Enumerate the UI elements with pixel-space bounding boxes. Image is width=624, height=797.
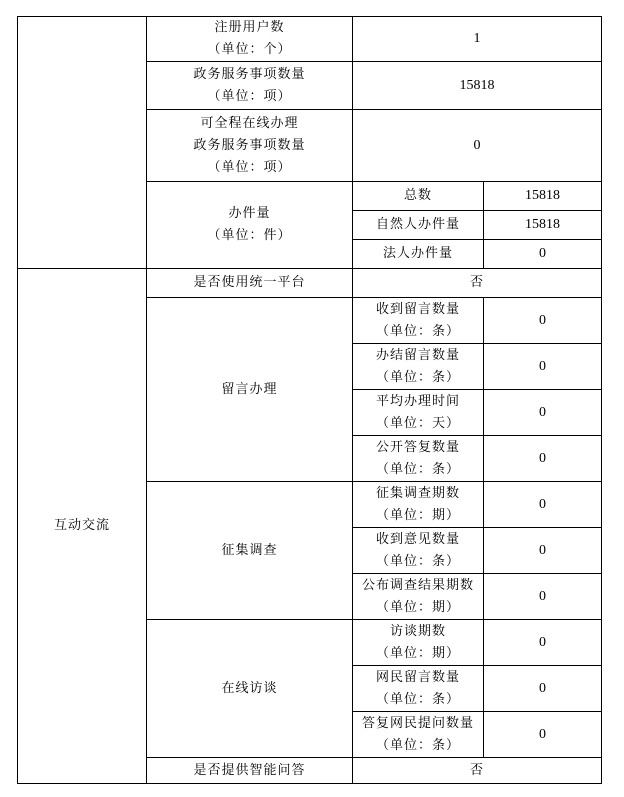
interview-netizen-messages-value: 0 <box>484 666 602 712</box>
messages-concluded-label: 办结留言数量 （单位：条） <box>353 344 484 390</box>
messages-public-replies-label: 公开答复数量 （单位：条） <box>353 436 484 482</box>
survey-periods-label: 征集调查期数 （单位：期） <box>353 482 484 528</box>
messages-received-value: 0 <box>484 298 602 344</box>
survey-opinions-label: 收到意见数量 （单位：条） <box>353 528 484 574</box>
interview-periods-label: 访谈期数 （单位：期） <box>353 620 484 666</box>
interview-answered-label: 答复网民提问数量 （单位：条） <box>353 712 484 758</box>
handled-label: 办件量 （单位：件） <box>147 182 353 269</box>
survey-label: 征集调查 <box>147 482 353 620</box>
unified-platform-label: 是否使用统一平台 <box>147 269 353 298</box>
messages-avg-time-value: 0 <box>484 390 602 436</box>
messages-label: 留言办理 <box>147 298 353 482</box>
smart-qa-value: 否 <box>353 758 602 784</box>
handled-legal-value: 0 <box>484 240 602 269</box>
handled-total-value: 15818 <box>484 182 602 211</box>
smart-qa-label: 是否提供智能问答 <box>147 758 353 784</box>
survey-periods-value: 0 <box>484 482 602 528</box>
interview-netizen-messages-label: 网民留言数量 （单位：条） <box>353 666 484 712</box>
handled-natural-value: 15818 <box>484 211 602 240</box>
interview-label: 在线访谈 <box>147 620 353 758</box>
interaction-section-label: 互动交流 <box>18 269 147 784</box>
statistics-table <box>17 16 602 784</box>
interview-periods-value: 0 <box>484 620 602 666</box>
messages-concluded-value: 0 <box>484 344 602 390</box>
handled-legal-label: 法人办件量 <box>353 240 484 269</box>
survey-results-label: 公布调查结果期数 （单位：期） <box>353 574 484 620</box>
messages-avg-time-label: 平均办理时间 （单位：天） <box>353 390 484 436</box>
online-items-value: 0 <box>353 110 602 182</box>
interview-answered-value: 0 <box>484 712 602 758</box>
unified-platform-value: 否 <box>353 269 602 298</box>
registered-users-label: 注册用户数 （单位：个） <box>147 17 353 62</box>
service-items-value: 15818 <box>353 62 602 110</box>
section-cell-blank <box>18 17 147 269</box>
survey-results-value: 0 <box>484 574 602 620</box>
online-items-label: 可全程在线办理 政务服务事项数量 （单位：项） <box>147 110 353 182</box>
registered-users-value: 1 <box>353 17 602 62</box>
messages-public-replies-value: 0 <box>484 436 602 482</box>
survey-opinions-value: 0 <box>484 528 602 574</box>
service-items-label: 政务服务事项数量 （单位：项） <box>147 62 353 110</box>
messages-received-label: 收到留言数量 （单位：条） <box>353 298 484 344</box>
handled-natural-label: 自然人办件量 <box>353 211 484 240</box>
handled-total-label: 总数 <box>353 182 484 211</box>
